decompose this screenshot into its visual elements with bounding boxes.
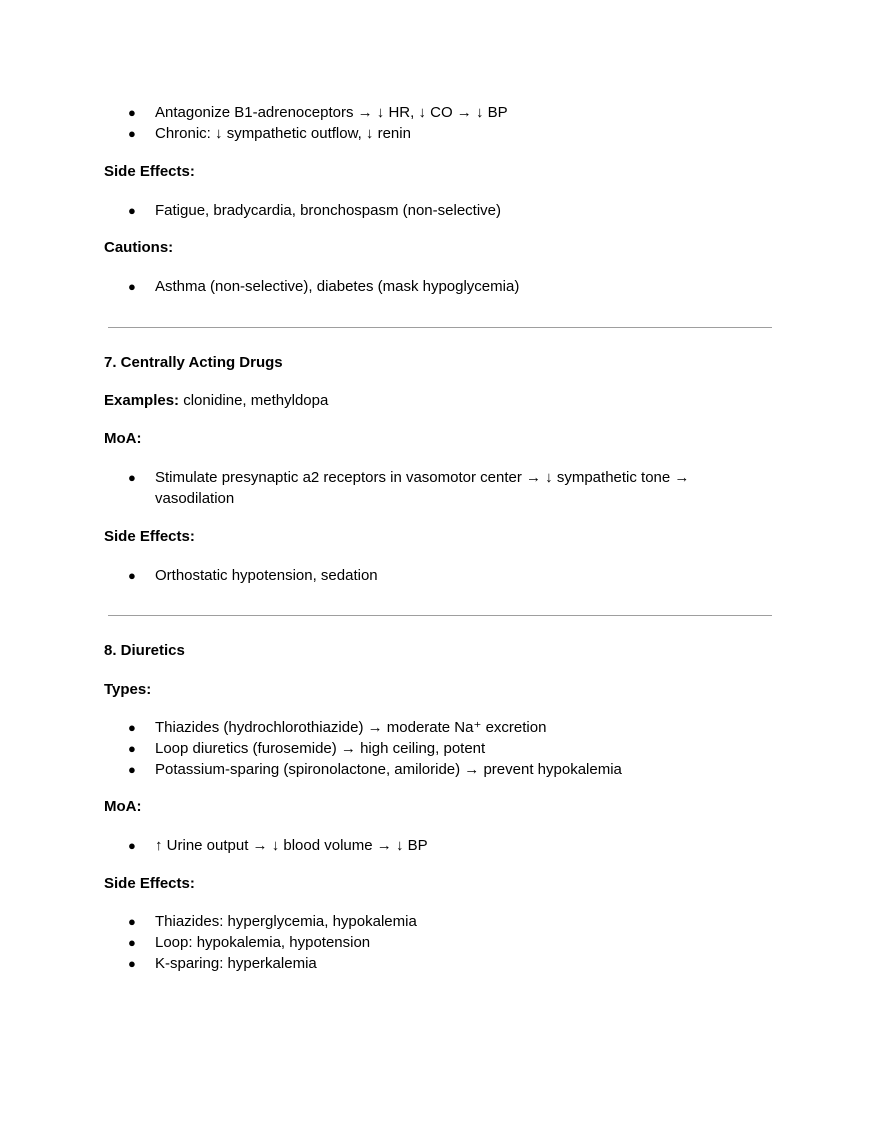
centrally-acting-side-effects-list	[104, 565, 744, 586]
side-effects-label: Side Effects:	[104, 163, 195, 180]
list-item: ● Loop: hypokalemia, hypotension	[128, 934, 371, 951]
list-item: ● Chronic: ↓ sympathetic outflow, ↓ renin	[128, 125, 411, 142]
centrally-acting-moa-list	[104, 467, 734, 509]
bullet-icon: ●	[128, 914, 136, 929]
bullet-icon: ●	[128, 935, 136, 950]
examples-line	[104, 392, 328, 410]
list-item: ● Potassium-sparing (spironolactone, amiloride) → prevent hypokalemia	[128, 761, 622, 778]
list-item: ● ↑ Urine output → ↓ blood volume → ↓ BP	[128, 837, 428, 854]
side-effects-label: Side Effects:	[104, 528, 195, 545]
horizontal-divider	[108, 615, 772, 616]
list-item: ● Fatigue, bradycardia, bronchospasm (non-selective)	[128, 202, 502, 219]
bullet-icon: ●	[128, 720, 136, 735]
list-item: ● Stimulate presynaptic a2 receptors in vasomotor center → ↓ sympathetic tone → vasodilation	[128, 469, 690, 507]
bullet-icon: ●	[128, 279, 136, 294]
beta-blocker-moa-list	[104, 102, 744, 144]
list-item: ● K-sparing: hyperkalemia	[128, 955, 317, 972]
beta-blocker-side-effects-list	[104, 200, 744, 221]
examples-label: Examples:	[104, 392, 180, 409]
side-effects-label: Side Effects:	[104, 875, 195, 892]
list-item: ● Thiazides (hydrochlorothiazide) → moderate Na⁺ excretion	[128, 719, 547, 736]
diuretics-moa-list	[104, 835, 744, 856]
bullet-icon: ●	[128, 126, 136, 141]
moa-label: MoA:	[104, 798, 142, 815]
section-heading-diuretics: 8. Diuretics	[104, 642, 185, 659]
examples-text: clonidine, methyldopa	[179, 392, 329, 409]
types-label: Types:	[104, 681, 152, 698]
moa-label: MoA:	[104, 430, 142, 447]
list-item: ● Loop diuretics (furosemide) → high ceiling, potent	[128, 740, 486, 757]
bullet-icon: ●	[128, 956, 136, 971]
list-item: ● Antagonize B1-adrenoceptors → ↓ HR, ↓ CO → ↓ BP	[128, 104, 508, 121]
cautions-label: Cautions:	[104, 239, 174, 256]
section-heading-centrally-acting: 7. Centrally Acting Drugs	[104, 354, 283, 371]
diuretics-types-list	[104, 717, 744, 780]
horizontal-divider	[108, 327, 772, 328]
bullet-icon: ●	[128, 203, 136, 218]
list-item: ● Asthma (non-selective), diabetes (mask hypoglycemia)	[128, 278, 520, 295]
bullet-icon: ●	[128, 568, 136, 583]
bullet-icon: ●	[128, 470, 136, 485]
bullet-icon: ●	[128, 741, 136, 756]
bullet-icon: ●	[128, 838, 136, 853]
beta-blocker-cautions-list	[104, 276, 744, 297]
bullet-icon: ●	[128, 105, 136, 120]
list-item: ● Thiazides: hyperglycemia, hypokalemia	[128, 913, 417, 930]
bullet-icon: ●	[128, 762, 136, 777]
diuretics-side-effects-list	[104, 911, 744, 974]
list-item: ● Orthostatic hypotension, sedation	[128, 567, 378, 584]
